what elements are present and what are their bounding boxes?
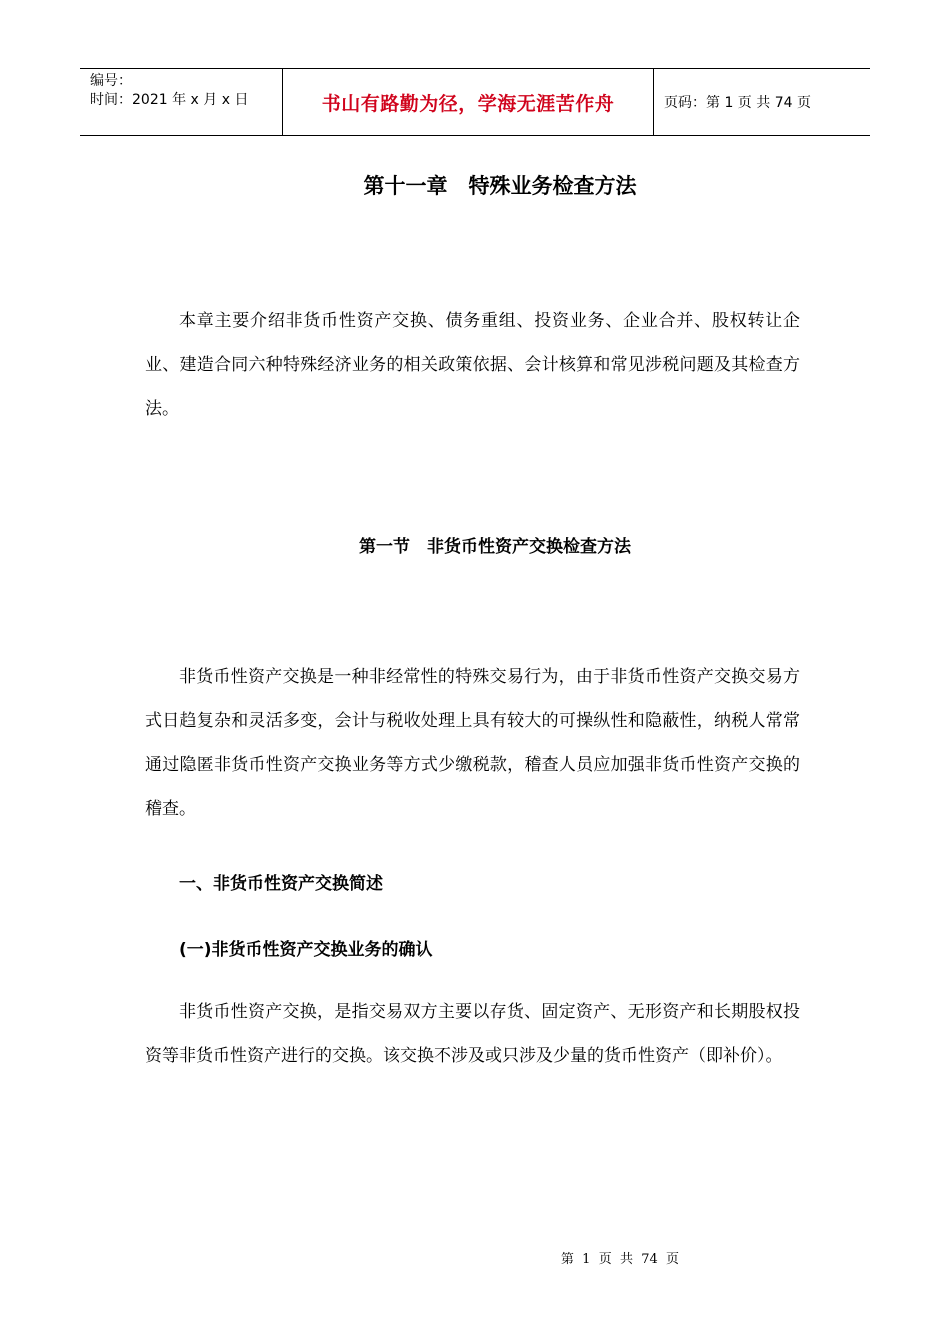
page-footer [0, 1248, 950, 1267]
document-number-label: 编号： [90, 73, 132, 89]
definition-paragraph: 非货币性资产交换，是指交易双方主要以存货、固定资产、无形资产和长期股权投资等非货币性资产进行的交换。该交换不涉及或只涉及少量的货币性资产（即补价）。 [145, 1002, 800, 1066]
section-title: 第一节 非货币性资产交换检查方法 [359, 537, 631, 557]
heading-level-1: 一、非货币性资产交换简述 [179, 874, 383, 894]
document-time-label: 时间：2021 年 x 月 x 日 [90, 92, 249, 108]
section-paragraph: 非货币性资产交换是一种非经常性的特殊交易行为，由于非货币性资产交换交易方式日趋复杂和灵活多变，会计与税收处理上具有较大的可操纵性和隐蔽性，纳税人常常通过隐匿非货币性资产交换业务等方式少缴税款，稽查人员应加强非货币性资产交换的稽查。 [145, 667, 800, 819]
heading-level-2: (一)非货币性资产交换业务的确认 [179, 940, 433, 960]
header-meta-cell [80, 69, 282, 135]
header-table [80, 68, 870, 136]
header-motto: 书山有路勤为径，学海无涯苦作舟 [282, 69, 654, 135]
intro-paragraph: 本章主要介绍非货币性资产交换、债务重组、投资业务、企业合并、股权转让企业、建造合同六种特殊经济业务的相关政策依据、会计核算和常见涉税问题及其检查方法。 [145, 311, 800, 419]
footer-page-number: 第 1 页 共 74 页 [560, 1252, 680, 1267]
header-page-info: 页码：第 1 页 共 74 页 [664, 95, 811, 111]
chapter-title: 第十一章 特殊业务检查方法 [363, 174, 637, 198]
